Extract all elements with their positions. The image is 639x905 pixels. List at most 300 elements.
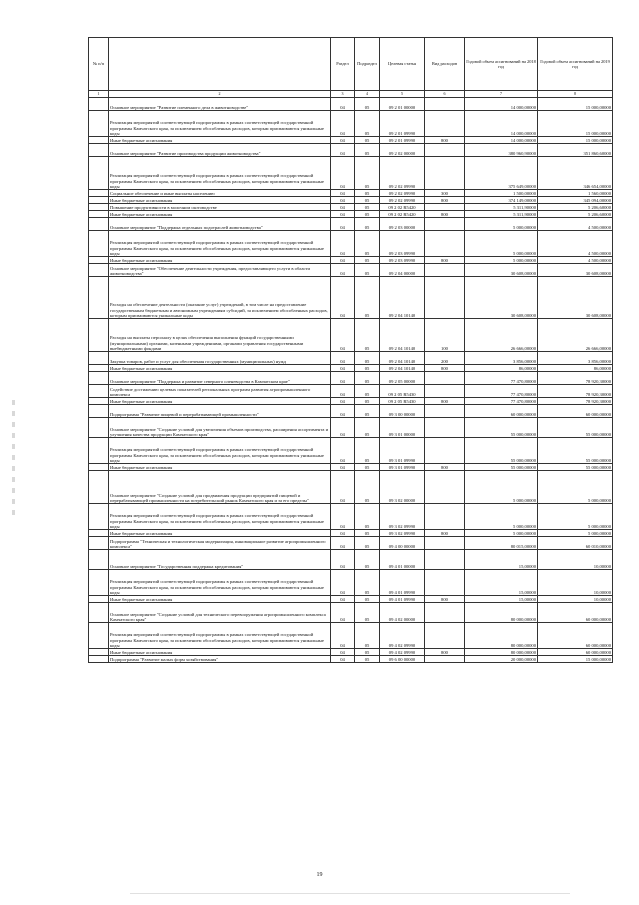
table-header-row xyxy=(89,38,613,91)
column-index: 8 xyxy=(538,91,613,98)
row-num xyxy=(89,385,109,398)
row-target-code: 09 4 01 09990 xyxy=(380,596,425,603)
row-expense-type xyxy=(425,385,465,398)
row-expense-type xyxy=(425,550,465,570)
row-subsection: 05 xyxy=(355,603,380,623)
row-section: 04 xyxy=(331,603,355,623)
row-expense-type xyxy=(425,144,465,157)
row-vol-2019: 345 094,00000 xyxy=(538,197,613,204)
row-num xyxy=(89,464,109,471)
row-target-code: 09 4 02 09990 xyxy=(380,623,425,649)
table-row xyxy=(89,352,613,365)
row-name: Реализация мероприятий соответствующей подпрограммы в рамках соответствующей государственной программы Камчатского края, за исключением обособленных расходов, которым присваиваются уникальные коды xyxy=(109,231,331,257)
row-subsection: 05 xyxy=(355,537,380,550)
row-num xyxy=(89,504,109,530)
row-num xyxy=(89,656,109,663)
row-target-code: 09 2 02 R5420 xyxy=(380,204,425,211)
row-num xyxy=(89,596,109,603)
row-vol-2019: 5 000,00000 xyxy=(538,530,613,537)
row-subsection: 05 xyxy=(355,137,380,144)
row-target-code: 09 2 04 10140 xyxy=(380,365,425,372)
table-body xyxy=(89,98,613,663)
column-index: 5 xyxy=(380,91,425,98)
row-section: 04 xyxy=(331,649,355,656)
header-expense-type: Вид расходов xyxy=(425,38,465,91)
row-vol-2018: 5 000,00000 xyxy=(465,504,538,530)
row-vol-2019: 60 000,00000 xyxy=(538,623,613,649)
row-subsection: 05 xyxy=(355,277,380,319)
table-row xyxy=(89,231,613,257)
table-row xyxy=(89,649,613,656)
row-vol-2018: 20 000,00000 xyxy=(465,656,538,663)
row-vol-2019: 10,00000 xyxy=(538,550,613,570)
row-target-code: 09 2 02 09990 xyxy=(380,157,425,190)
row-section: 04 xyxy=(331,197,355,204)
header-subsection: Подраздел xyxy=(355,38,380,91)
row-vol-2019: 346 654,00000 xyxy=(538,157,613,190)
row-vol-2018: 3 856,00000 xyxy=(465,352,538,365)
row-section: 04 xyxy=(331,570,355,596)
table-row xyxy=(89,365,613,372)
row-expense-type xyxy=(425,98,465,111)
row-target-code: 09 2 01 00000 xyxy=(380,98,425,111)
row-name: Иные бюджетные ассигнования xyxy=(109,137,331,144)
table-row xyxy=(89,656,613,663)
row-vol-2018: 5 000,00000 xyxy=(465,218,538,231)
table-row xyxy=(89,157,613,190)
row-expense-type xyxy=(425,471,465,504)
row-subsection: 05 xyxy=(355,471,380,504)
row-subsection: 05 xyxy=(355,319,380,352)
table-row xyxy=(89,537,613,550)
row-num xyxy=(89,98,109,111)
table-row xyxy=(89,405,613,418)
table-row xyxy=(89,418,613,438)
row-num xyxy=(89,190,109,197)
row-subsection: 05 xyxy=(355,438,380,464)
row-target-code: 09 3 01 09990 xyxy=(380,464,425,471)
header-section: Раздел xyxy=(331,38,355,91)
column-index: 6 xyxy=(425,91,465,98)
row-section: 04 xyxy=(331,623,355,649)
row-section: 04 xyxy=(331,231,355,257)
row-section: 04 xyxy=(331,471,355,504)
table-row xyxy=(89,98,613,111)
row-expense-type xyxy=(425,623,465,649)
header-target: Целевая статья xyxy=(380,38,425,91)
table-row xyxy=(89,211,613,218)
row-num xyxy=(89,211,109,218)
row-subsection: 05 xyxy=(355,504,380,530)
column-index: 3 xyxy=(331,91,355,98)
row-vol-2018: 375 649,00000 xyxy=(465,157,538,190)
row-expense-type xyxy=(425,418,465,438)
row-vol-2018: 30 608,00000 xyxy=(465,277,538,319)
row-expense-type: 200 xyxy=(425,352,465,365)
row-section: 04 xyxy=(331,656,355,663)
row-vol-2018: 15,00000 xyxy=(465,570,538,596)
scan-margin-artifact xyxy=(12,400,15,520)
row-name: Реализация мероприятий соответствующей подпрограммы в рамках соответствующей государственной программы Камчатского края, за исключением обособленных расходов, которым присваиваются уникальные коды xyxy=(109,570,331,596)
row-name: Основное мероприятие "Государственная поддержка кредитования" xyxy=(109,550,331,570)
row-name: Повышение продуктивности в молочном скотоводстве xyxy=(109,204,331,211)
row-target-code: 09 2 01 09990 xyxy=(380,111,425,137)
row-name: Содействие достижению целевых показателей региональных программ развития агропромышленного комплекса xyxy=(109,385,331,398)
row-subsection: 05 xyxy=(355,596,380,603)
row-name: Иные бюджетные ассигнования xyxy=(109,649,331,656)
row-vol-2019: 351 860,60000 xyxy=(538,144,613,157)
row-subsection: 05 xyxy=(355,190,380,197)
row-vol-2018: 77 470,80000 xyxy=(465,385,538,398)
row-section: 04 xyxy=(331,319,355,352)
row-vol-2018: 15,00000 xyxy=(465,596,538,603)
row-vol-2018: 86,00000 xyxy=(465,365,538,372)
row-expense-type xyxy=(425,570,465,596)
row-subsection: 05 xyxy=(355,656,380,663)
row-name: Реализация мероприятий соответствующей подпрограммы в рамках соответствующей государственной программы Камчатского края, за исключением обособленных расходов, которым присваиваются уникальные коды xyxy=(109,111,331,137)
table-row xyxy=(89,372,613,385)
column-index: 1 xyxy=(89,91,109,98)
row-name: Реализация мероприятий соответствующей подпрограммы в рамках соответствующей государственной программы Камчатского края, за исключением обособленных расходов, которым присваиваются уникальные коды xyxy=(109,438,331,464)
table-row xyxy=(89,204,613,211)
row-num xyxy=(89,570,109,596)
table-row xyxy=(89,438,613,464)
table-row xyxy=(89,471,613,504)
row-subsection: 05 xyxy=(355,623,380,649)
row-subsection: 05 xyxy=(355,231,380,257)
row-num xyxy=(89,204,109,211)
row-expense-type: 800 xyxy=(425,137,465,144)
row-subsection: 05 xyxy=(355,157,380,190)
table-row xyxy=(89,464,613,471)
row-num xyxy=(89,649,109,656)
row-section: 04 xyxy=(331,264,355,277)
row-vol-2018: 80 015,00000 xyxy=(465,537,538,550)
row-num xyxy=(89,197,109,204)
row-vol-2019: 15 000,00000 xyxy=(538,137,613,144)
row-section: 04 xyxy=(331,277,355,319)
row-expense-type xyxy=(425,537,465,550)
row-name: Расходы на выплаты персоналу в целях обеспечения выполнения функций государственными (муниципальными) органами, казенными учреждениями, органами управления государственными внебюджетными фондами xyxy=(109,319,331,352)
row-expense-type xyxy=(425,656,465,663)
row-vol-2019: 4 500,00000 xyxy=(538,218,613,231)
table-row xyxy=(89,264,613,277)
row-num xyxy=(89,157,109,190)
row-name: Социальное обеспечение и иные выплаты населению xyxy=(109,190,331,197)
row-subsection: 05 xyxy=(355,197,380,204)
column-index: 7 xyxy=(465,91,538,98)
row-section: 04 xyxy=(331,144,355,157)
table-row xyxy=(89,550,613,570)
row-section: 04 xyxy=(331,596,355,603)
row-subsection: 05 xyxy=(355,649,380,656)
row-section: 04 xyxy=(331,365,355,372)
row-subsection: 05 xyxy=(355,218,380,231)
row-section: 04 xyxy=(331,504,355,530)
row-target-code: 09 2 04 10140 xyxy=(380,277,425,319)
row-vol-2019: 26 666,00000 xyxy=(538,319,613,352)
row-vol-2018: 55 000,00000 xyxy=(465,418,538,438)
row-subsection: 05 xyxy=(355,405,380,418)
row-section: 04 xyxy=(331,464,355,471)
row-vol-2019: 60 000,00000 xyxy=(538,405,613,418)
table-row xyxy=(89,570,613,596)
row-subsection: 05 xyxy=(355,204,380,211)
row-name: Реализация мероприятий соответствующей подпрограммы в рамках соответствующей государственной программы Камчатского края, за исключением обособленных расходов, которым присваиваются уникальные коды xyxy=(109,157,331,190)
row-vol-2018: 26 666,00000 xyxy=(465,319,538,352)
row-expense-type xyxy=(425,204,465,211)
table-row xyxy=(89,190,613,197)
row-name: Иные бюджетные ассигнования xyxy=(109,257,331,264)
row-name: Иные бюджетные ассигнования xyxy=(109,464,331,471)
row-vol-2018: 80 000,00000 xyxy=(465,623,538,649)
row-vol-2018: 5 000,00000 xyxy=(465,257,538,264)
row-expense-type xyxy=(425,264,465,277)
table-row xyxy=(89,218,613,231)
row-name: Иные бюджетные ассигнования xyxy=(109,530,331,537)
row-expense-type: 800 xyxy=(425,649,465,656)
row-vol-2019: 15 000,00000 xyxy=(538,656,613,663)
row-vol-2019: 60 000,00000 xyxy=(538,649,613,656)
row-vol-2019: 15 000,00000 xyxy=(538,111,613,137)
row-subsection: 05 xyxy=(355,550,380,570)
table-row xyxy=(89,137,613,144)
row-num xyxy=(89,537,109,550)
row-section: 04 xyxy=(331,111,355,137)
row-name: Реализация мероприятий соответствующей подпрограммы в рамках соответствующей государственной программы Камчатского края, за исключением обособленных расходов, которым присваиваются уникальные коды xyxy=(109,623,331,649)
row-vol-2019: 86,00000 xyxy=(538,365,613,372)
table-row xyxy=(89,603,613,623)
row-vol-2019: 10,00000 xyxy=(538,596,613,603)
row-vol-2019: 10,00000 xyxy=(538,570,613,596)
row-target-code: 09 2 03 00000 xyxy=(380,218,425,231)
row-target-code: 09 2 04 10140 xyxy=(380,319,425,352)
row-expense-type xyxy=(425,438,465,464)
row-vol-2018: 5 311,90000 xyxy=(465,204,538,211)
row-target-code: 09 2 02 00000 xyxy=(380,144,425,157)
row-name: Основное мероприятие "Обеспечение деятельности учреждения, предоставляющего услуги в области животноводства" xyxy=(109,264,331,277)
row-subsection: 05 xyxy=(355,530,380,537)
row-section: 04 xyxy=(331,385,355,398)
row-name: Закупка товаров, работ и услуг для обеспечения государственных (муниципальных) нужд xyxy=(109,352,331,365)
row-num xyxy=(89,438,109,464)
row-subsection: 05 xyxy=(355,257,380,264)
row-vol-2019: 5 206,60000 xyxy=(538,204,613,211)
row-target-code: 09 3 02 09990 xyxy=(380,530,425,537)
row-vol-2018: 77 470,80000 xyxy=(465,372,538,385)
row-vol-2018: 77 470,80000 xyxy=(465,398,538,405)
row-name: Основное мероприятие "Создание условий для увеличения объемов производства, расширения ассортимента и улучшения качества продукции Камчатского края" xyxy=(109,418,331,438)
row-target-code: 09 2 04 10140 xyxy=(380,352,425,365)
row-name: Подпрограмма "Развитие пищевой и перерабатывающей промышленности" xyxy=(109,405,331,418)
row-section: 04 xyxy=(331,438,355,464)
row-section: 04 xyxy=(331,405,355,418)
row-num xyxy=(89,530,109,537)
row-expense-type xyxy=(425,277,465,319)
table-row xyxy=(89,257,613,264)
row-vol-2019: 1 560,00000 xyxy=(538,190,613,197)
row-vol-2018: 1 500,00000 xyxy=(465,190,538,197)
row-section: 04 xyxy=(331,550,355,570)
row-name: Основное мероприятие "Поддержка и развитие северного оленеводства в Камчатском крае" xyxy=(109,372,331,385)
row-vol-2018: 30 608,00000 xyxy=(465,264,538,277)
row-subsection: 05 xyxy=(355,385,380,398)
row-num xyxy=(89,372,109,385)
row-expense-type: 800 xyxy=(425,398,465,405)
row-num xyxy=(89,231,109,257)
row-vol-2019: 4 500,00000 xyxy=(538,231,613,257)
row-target-code: 09 4 01 09990 xyxy=(380,570,425,596)
row-vol-2019: 55 000,00000 xyxy=(538,438,613,464)
row-subsection: 05 xyxy=(355,570,380,596)
row-expense-type: 800 xyxy=(425,197,465,204)
row-vol-2019: 5 206,60000 xyxy=(538,211,613,218)
row-vol-2018: 5 000,00000 xyxy=(465,231,538,257)
row-vol-2018: 60 000,00000 xyxy=(465,405,538,418)
row-target-code: 09 2 04 00000 xyxy=(380,264,425,277)
budget-table xyxy=(88,37,613,663)
row-vol-2019: 15 000,00000 xyxy=(538,98,613,111)
row-expense-type: 800 xyxy=(425,211,465,218)
row-name: Реализация мероприятий соответствующей подпрограммы в рамках соответствующей государственной программы Камчатского края, за исключением обособленных расходов, которым присваиваются уникальные коды xyxy=(109,504,331,530)
row-num xyxy=(89,319,109,352)
row-name: Расходы на обеспечение деятельности (оказание услуг) учреждений, в том числе на предоставление государственным бюджетным и автономным учреждениям субсидий, за исключением обособленных расходов, которым присваиваются уникальные коды xyxy=(109,277,331,319)
row-section: 04 xyxy=(331,137,355,144)
row-section: 04 xyxy=(331,398,355,405)
row-section: 04 xyxy=(331,352,355,365)
row-section: 04 xyxy=(331,204,355,211)
row-subsection: 05 xyxy=(355,398,380,405)
header-vol-2018: Годовой объем ассигнований на 2018 год xyxy=(465,38,538,91)
row-expense-type: 800 xyxy=(425,596,465,603)
row-expense-type xyxy=(425,111,465,137)
row-subsection: 05 xyxy=(355,111,380,137)
row-name: Иные бюджетные ассигнования xyxy=(109,211,331,218)
row-section: 04 xyxy=(331,157,355,190)
table-row xyxy=(89,504,613,530)
row-name: Основное мероприятие "Развитие производства продукции животноводства" xyxy=(109,144,331,157)
row-subsection: 05 xyxy=(355,211,380,218)
row-subsection: 05 xyxy=(355,144,380,157)
row-vol-2019: 55 000,00000 xyxy=(538,418,613,438)
table-row xyxy=(89,623,613,649)
table-row xyxy=(89,197,613,204)
row-num xyxy=(89,144,109,157)
row-target-code: 09 2 05 R5430 xyxy=(380,385,425,398)
row-subsection: 05 xyxy=(355,418,380,438)
row-num xyxy=(89,398,109,405)
row-expense-type: 800 xyxy=(425,464,465,471)
row-name: Основное мероприятие "Создание условий для технического перевооружения агропромышленного комплекса Камчатского края" xyxy=(109,603,331,623)
header-num: № п/п xyxy=(89,38,109,91)
row-name: Подпрограмма "Развитие малых форм хозяйствования" xyxy=(109,656,331,663)
row-section: 04 xyxy=(331,211,355,218)
row-target-code: 09 2 01 09990 xyxy=(380,137,425,144)
row-num xyxy=(89,550,109,570)
row-subsection: 05 xyxy=(355,352,380,365)
row-target-code: 09 2 02 09990 xyxy=(380,197,425,204)
row-section: 04 xyxy=(331,218,355,231)
row-target-code: 09 2 02 09990 xyxy=(380,190,425,197)
row-section: 04 xyxy=(331,537,355,550)
row-target-code: 09 2 05 00000 xyxy=(380,372,425,385)
row-vol-2018: 5 000,00000 xyxy=(465,530,538,537)
row-target-code: 09 2 03 09990 xyxy=(380,231,425,257)
table-row xyxy=(89,111,613,137)
row-target-code: 09 4 02 00000 xyxy=(380,603,425,623)
row-vol-2019: 60 010,00000 xyxy=(538,537,613,550)
table-row xyxy=(89,319,613,352)
row-section: 04 xyxy=(331,257,355,264)
row-vol-2019: 3 856,00000 xyxy=(538,352,613,365)
table-row xyxy=(89,398,613,405)
row-name: Основное мероприятие "Развитие племенного дела в животноводстве" xyxy=(109,98,331,111)
row-target-code: 09 4 00 00000 xyxy=(380,537,425,550)
row-section: 04 xyxy=(331,98,355,111)
row-target-code: 09 3 01 09990 xyxy=(380,438,425,464)
row-vol-2019: 78 920,30000 xyxy=(538,372,613,385)
row-target-code: 09 2 05 R5430 xyxy=(380,398,425,405)
row-vol-2019: 5 000,00000 xyxy=(538,471,613,504)
table-row xyxy=(89,277,613,319)
row-name: Иные бюджетные ассигнования xyxy=(109,398,331,405)
row-num xyxy=(89,218,109,231)
row-target-code: 09 3 02 00000 xyxy=(380,471,425,504)
row-expense-type xyxy=(425,218,465,231)
row-name: Иные бюджетные ассигнования xyxy=(109,365,331,372)
row-expense-type: 100 xyxy=(425,319,465,352)
row-vol-2019: 4 500,00000 xyxy=(538,257,613,264)
row-section: 04 xyxy=(331,190,355,197)
table-row xyxy=(89,144,613,157)
row-num xyxy=(89,623,109,649)
row-target-code: 09 4 02 09990 xyxy=(380,649,425,656)
page-number: 19 xyxy=(316,872,323,878)
row-name: Подпрограмма "Техническая и технологическая модернизация, инновационное развитие агропромышленного комплекса" xyxy=(109,537,331,550)
row-expense-type: 300 xyxy=(425,190,465,197)
row-num xyxy=(89,277,109,319)
row-num xyxy=(89,603,109,623)
header-vol-2019: Годовой объем ассигнований на 2019 год xyxy=(538,38,613,91)
row-target-code: 09 2 02 R5420 xyxy=(380,211,425,218)
row-expense-type xyxy=(425,405,465,418)
row-expense-type: 800 xyxy=(425,257,465,264)
row-expense-type: 800 xyxy=(425,365,465,372)
row-num xyxy=(89,257,109,264)
row-vol-2018: 15,00000 xyxy=(465,550,538,570)
column-index: 4 xyxy=(355,91,380,98)
row-vol-2019: 30 608,00000 xyxy=(538,264,613,277)
row-subsection: 05 xyxy=(355,372,380,385)
row-vol-2018: 14 000,00000 xyxy=(465,111,538,137)
row-expense-type xyxy=(425,231,465,257)
row-section: 04 xyxy=(331,418,355,438)
row-num xyxy=(89,405,109,418)
row-num xyxy=(89,264,109,277)
row-target-code: 09 3 00 00000 xyxy=(380,405,425,418)
table-row xyxy=(89,596,613,603)
row-num xyxy=(89,365,109,372)
row-vol-2018: 14 000,00000 xyxy=(465,98,538,111)
row-expense-type xyxy=(425,372,465,385)
row-target-code: 09 2 03 09990 xyxy=(380,257,425,264)
row-num xyxy=(89,111,109,137)
row-section: 04 xyxy=(331,530,355,537)
table-row xyxy=(89,530,613,537)
row-vol-2019: 78 920,30000 xyxy=(538,398,613,405)
row-vol-2018: 5 311,90000 xyxy=(465,211,538,218)
row-target-code: 09 3 01 00000 xyxy=(380,418,425,438)
